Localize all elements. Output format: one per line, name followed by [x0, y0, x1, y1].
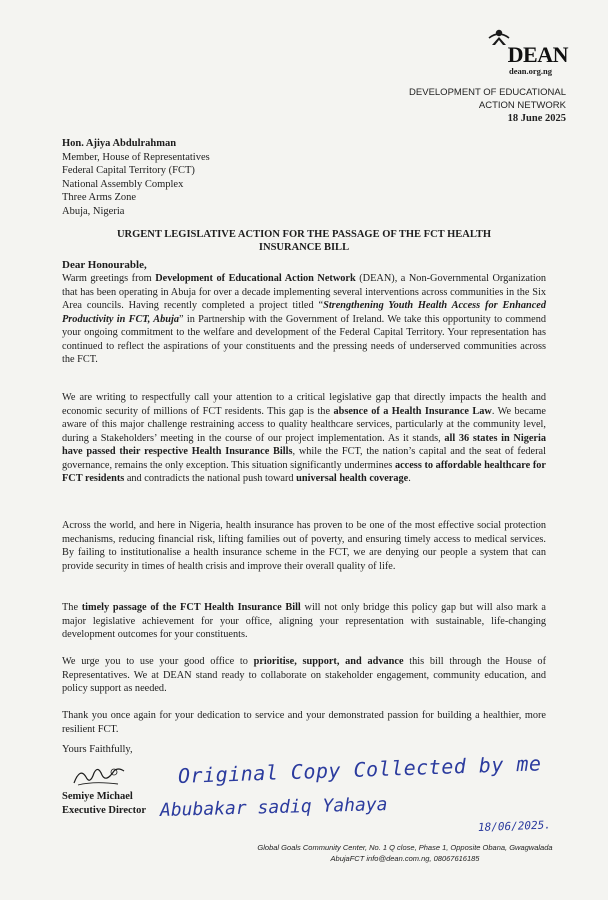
- recipient-line: National Assembly Complex: [62, 178, 184, 190]
- text-run: .: [408, 473, 411, 484]
- logo-mark-icon: [486, 28, 512, 46]
- emphasis-bold: absence of a Health Insurance Law: [333, 405, 492, 417]
- recipient-line: Three Arms Zone: [62, 192, 137, 204]
- org-name-line1: DEVELOPMENT OF EDUCATIONAL: [409, 87, 566, 98]
- text-run: and contradicts the national push toward: [124, 473, 297, 484]
- org-address-block: [409, 86, 566, 125]
- dean-logo: [458, 28, 568, 76]
- project-title: Strengthening Youth Health Access for Enhanced Productivity in FCT, Abuja: [62, 300, 546, 325]
- body-paragraph-1: [62, 272, 546, 367]
- signer-title: Executive Director: [62, 804, 147, 816]
- recipient-name: Hon. Ajiya Abdulrahman: [62, 138, 177, 149]
- website-text: dean.org.ng: [509, 66, 552, 76]
- body-paragraph-2: [62, 391, 546, 486]
- text-run: ” in Partnership with the Government of Ireland. We take this opportunity to commend your ongoing commitment to the welfare and development of the Federal Capital Territory. Your representation has continued to reflect the aspirations of your constituents and the pressing needs of underserved communities across the FCT.: [62, 313, 547, 365]
- emphasis-bold: access to affordable healthcare for FCT residents: [62, 459, 546, 484]
- text-run: The: [62, 602, 82, 613]
- body-paragraph-6: [62, 709, 546, 736]
- salutation: Dear Honourable,: [62, 259, 147, 271]
- body-paragraph-3: [62, 519, 546, 573]
- subject-line1: URGENT LEGISLATIVE ACTION FOR THE PASSAGE OF THE FCT HEALTH: [116, 229, 492, 240]
- closing-line: Yours Faithfully,: [62, 744, 133, 755]
- text-run: (DEAN), a Non-Governmental Organization that has been operating in Abuja for over a decade implementing several interventions across communities in the Six Area councils. Having recently completed a project titled “: [62, 273, 547, 311]
- letter-subject: [62, 228, 546, 254]
- text-run: Across the world, and here in Nigeria, health insurance has proven to be one of the most effective social protection mechanisms, reducing financial risk, lifting families out of poverty, and ensuring timely access to medical services. By failing to institutionalise a health insurance scheme in the FCT, we are denying our people a system that can provide security in times of health crisis and improve their overall quality of life.: [62, 520, 546, 572]
- handwritten-note-line2: Abubakar sadiq Yahaya: [159, 794, 388, 821]
- recipient-line: Federal Capital Territory (FCT): [62, 165, 195, 177]
- signature-icon: [70, 763, 130, 791]
- recipient-address: [62, 137, 210, 219]
- text-run: Thank you once again for your dedication to service and your demonstrated passion for building a healthier, more resilient FCT.: [62, 710, 546, 735]
- text-run: , while the FCT, the nation’s capital and the seat of federal governance, remains the only exception. This situation significantly undermines: [62, 446, 546, 471]
- text-run: We urge you to use your good office to: [62, 656, 254, 667]
- footer-contact: AbujaFCT info@dean.com.ng, 08067616185: [330, 854, 480, 863]
- recipient-line: Member, House of Representatives: [62, 151, 210, 163]
- subject-line2: INSURANCE BILL: [258, 242, 350, 253]
- body-paragraph-5: [62, 655, 546, 696]
- emphasis-bold: universal health coverage: [296, 473, 409, 484]
- emphasis-bold: all 36 states in Nigeria have passed their respective Health Insurance Bills: [62, 432, 546, 457]
- body-paragraph-4: [62, 601, 546, 642]
- handwritten-note-line1: Original Copy Collected by me: [177, 751, 542, 788]
- text-run: this bill through the House of Representatives. We at DEAN stand ready to collaborate on stakeholder engagement, community education, and policy support as needed.: [62, 656, 547, 694]
- text-run: will not only bridge this policy gap but will also mark a major legislative achievement for your office, aligning your representation with sustainable, life-changing development outcomes for your constituents.: [62, 602, 546, 640]
- recipient-line: Abuja, Nigeria: [62, 205, 125, 217]
- handwritten-date: 18/06/2025.: [477, 818, 552, 834]
- logo-wordmark: DEAN: [507, 42, 568, 67]
- signer-block: [62, 790, 146, 817]
- org-name-bold: Development of Educational Action Network: [155, 273, 356, 284]
- text-run: Warm greetings from: [62, 273, 156, 284]
- emphasis-bold: timely passage of the FCT Health Insurance Bill: [81, 602, 301, 613]
- footer-address: Global Goals Community Center, No. 1 Q close, Phase 1, Opposite Obana, Gwagwalada: [257, 843, 553, 852]
- org-name-line2: ACTION NETWORK: [478, 100, 566, 111]
- text-run: We are writing to respectfully call your attention to a critical legislative gap that directly impacts the health and economic security of millions of FCT residents. This gap is the: [62, 392, 546, 417]
- emphasis-bold: prioritise, support, and advance: [253, 656, 404, 667]
- text-run: . We became aware of this major challenge restraining access to quality healthcare services, particularly at the community level, during a Stakeholders’ meeting in the course of our project implementation. As it stands,: [62, 405, 546, 444]
- signer-name: Semiye Michael: [62, 791, 133, 802]
- letter-date: 18 June 2025: [507, 113, 566, 124]
- letter-footer: [210, 842, 600, 864]
